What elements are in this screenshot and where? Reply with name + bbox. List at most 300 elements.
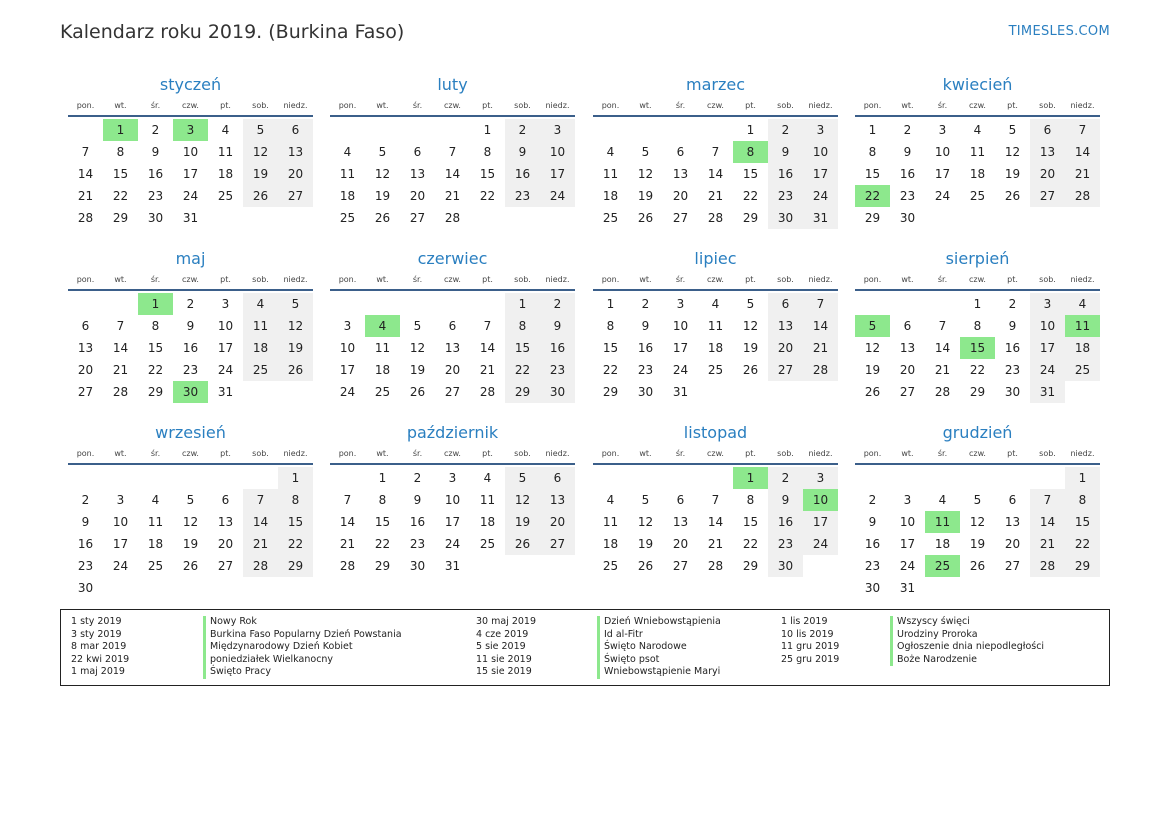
day-cell[interactable]: 30 bbox=[637, 385, 654, 399]
day-cell[interactable]: 9 bbox=[151, 145, 160, 159]
day-cell[interactable]: 22 bbox=[742, 537, 759, 551]
day-cell[interactable]: 13 bbox=[77, 341, 94, 355]
day-cell[interactable]: 5 bbox=[746, 297, 755, 311]
day-cell[interactable]: 9 bbox=[1008, 319, 1017, 333]
holiday-day-cell[interactable]: 5 bbox=[855, 315, 890, 337]
day-cell[interactable]: 12 bbox=[278, 315, 313, 337]
day-cell[interactable]: 26 bbox=[374, 211, 391, 225]
day-cell[interactable]: 30 bbox=[147, 211, 164, 225]
day-cell[interactable]: 29 bbox=[1065, 555, 1100, 577]
day-cell[interactable]: 31 bbox=[899, 581, 916, 595]
day-cell[interactable]: 16 bbox=[505, 163, 540, 185]
day-cell[interactable]: 6 bbox=[903, 319, 912, 333]
day-cell[interactable]: 21 bbox=[1030, 533, 1065, 555]
day-cell[interactable]: 23 bbox=[505, 185, 540, 207]
day-cell[interactable]: 14 bbox=[1030, 511, 1065, 533]
day-cell[interactable]: 27 bbox=[1004, 559, 1021, 573]
day-cell[interactable]: 25 bbox=[243, 359, 278, 381]
day-cell[interactable]: 20 bbox=[217, 537, 234, 551]
day-cell[interactable]: 1 bbox=[505, 293, 540, 315]
day-cell[interactable]: 13 bbox=[217, 515, 234, 529]
day-cell[interactable]: 28 bbox=[339, 559, 356, 573]
day-cell[interactable]: 14 bbox=[803, 315, 838, 337]
day-cell[interactable]: 24 bbox=[899, 559, 916, 573]
day-cell[interactable]: 4 bbox=[243, 293, 278, 315]
day-cell[interactable]: 11 bbox=[707, 319, 724, 333]
day-cell[interactable]: 18 bbox=[147, 537, 164, 551]
day-cell[interactable]: 14 bbox=[444, 167, 461, 181]
day-cell[interactable]: 8 bbox=[483, 145, 492, 159]
day-cell[interactable]: 25 bbox=[217, 189, 234, 203]
day-cell[interactable]: 12 bbox=[637, 167, 654, 181]
day-cell[interactable]: 26 bbox=[278, 359, 313, 381]
day-cell[interactable]: 4 bbox=[606, 145, 615, 159]
day-cell[interactable]: 6 bbox=[221, 493, 230, 507]
day-cell[interactable]: 5 bbox=[505, 467, 540, 489]
day-cell[interactable]: 3 bbox=[343, 319, 352, 333]
day-cell[interactable]: 28 bbox=[934, 385, 951, 399]
day-cell[interactable]: 15 bbox=[374, 515, 391, 529]
day-cell[interactable]: 10 bbox=[112, 515, 129, 529]
day-cell[interactable]: 19 bbox=[505, 511, 540, 533]
day-cell[interactable]: 12 bbox=[505, 489, 540, 511]
day-cell[interactable]: 24 bbox=[182, 189, 199, 203]
day-cell[interactable]: 25 bbox=[339, 211, 356, 225]
day-cell[interactable]: 12 bbox=[409, 341, 426, 355]
day-cell[interactable]: 7 bbox=[803, 293, 838, 315]
day-cell[interactable]: 26 bbox=[409, 385, 426, 399]
day-cell[interactable]: 28 bbox=[1030, 555, 1065, 577]
day-cell[interactable]: 28 bbox=[243, 555, 278, 577]
day-cell[interactable]: 3 bbox=[540, 119, 575, 141]
holiday-day-cell[interactable]: 1 bbox=[138, 293, 173, 315]
day-cell[interactable]: 1 bbox=[483, 123, 492, 137]
day-cell[interactable]: 9 bbox=[903, 145, 912, 159]
day-cell[interactable]: 10 bbox=[899, 515, 916, 529]
day-cell[interactable]: 26 bbox=[1004, 189, 1021, 203]
site-link[interactable]: TIMESLES.COM bbox=[1008, 24, 1110, 39]
day-cell[interactable]: 5 bbox=[378, 145, 387, 159]
day-cell[interactable]: 18 bbox=[969, 167, 986, 181]
day-cell[interactable]: 8 bbox=[151, 319, 160, 333]
day-cell[interactable]: 26 bbox=[243, 185, 278, 207]
day-cell[interactable]: 14 bbox=[1065, 141, 1100, 163]
day-cell[interactable]: 20 bbox=[278, 163, 313, 185]
day-cell[interactable]: 30 bbox=[409, 559, 426, 573]
day-cell[interactable]: 2 bbox=[903, 123, 912, 137]
day-cell[interactable]: 10 bbox=[339, 341, 356, 355]
day-cell[interactable]: 3 bbox=[903, 493, 912, 507]
day-cell[interactable]: 4 bbox=[606, 493, 615, 507]
day-cell[interactable]: 27 bbox=[77, 385, 94, 399]
day-cell[interactable]: 17 bbox=[803, 163, 838, 185]
day-cell[interactable]: 20 bbox=[1030, 163, 1065, 185]
day-cell[interactable]: 25 bbox=[479, 537, 496, 551]
day-cell[interactable]: 17 bbox=[1030, 337, 1065, 359]
day-cell[interactable]: 24 bbox=[1030, 359, 1065, 381]
day-cell[interactable]: 22 bbox=[505, 359, 540, 381]
day-cell[interactable]: 3 bbox=[1030, 293, 1065, 315]
day-cell[interactable]: 4 bbox=[483, 471, 492, 485]
day-cell[interactable]: 16 bbox=[540, 337, 575, 359]
day-cell[interactable]: 26 bbox=[505, 533, 540, 555]
day-cell[interactable]: 17 bbox=[540, 163, 575, 185]
day-cell[interactable]: 12 bbox=[374, 167, 391, 181]
day-cell[interactable]: 14 bbox=[77, 167, 94, 181]
day-cell[interactable]: 7 bbox=[448, 145, 457, 159]
day-cell[interactable]: 31 bbox=[444, 559, 461, 573]
day-cell[interactable]: 14 bbox=[934, 341, 951, 355]
day-cell[interactable]: 9 bbox=[505, 141, 540, 163]
day-cell[interactable]: 2 bbox=[768, 467, 803, 489]
holiday-day-cell[interactable]: 4 bbox=[365, 315, 400, 337]
day-cell[interactable]: 23 bbox=[77, 559, 94, 573]
day-cell[interactable]: 15 bbox=[864, 167, 881, 181]
day-cell[interactable]: 22 bbox=[602, 363, 619, 377]
day-cell[interactable]: 9 bbox=[868, 515, 877, 529]
day-cell[interactable]: 22 bbox=[278, 533, 313, 555]
day-cell[interactable]: 7 bbox=[243, 489, 278, 511]
day-cell[interactable]: 20 bbox=[672, 537, 689, 551]
day-cell[interactable]: 12 bbox=[1004, 145, 1021, 159]
day-cell[interactable]: 21 bbox=[934, 363, 951, 377]
day-cell[interactable]: 27 bbox=[278, 185, 313, 207]
day-cell[interactable]: 27 bbox=[899, 385, 916, 399]
day-cell[interactable]: 5 bbox=[973, 493, 982, 507]
day-cell[interactable]: 7 bbox=[711, 493, 720, 507]
day-cell[interactable]: 5 bbox=[186, 493, 195, 507]
day-cell[interactable]: 8 bbox=[746, 493, 755, 507]
day-cell[interactable]: 24 bbox=[540, 185, 575, 207]
day-cell[interactable]: 6 bbox=[676, 145, 685, 159]
day-cell[interactable]: 20 bbox=[77, 363, 94, 377]
day-cell[interactable]: 10 bbox=[934, 145, 951, 159]
day-cell[interactable]: 20 bbox=[540, 511, 575, 533]
day-cell[interactable]: 21 bbox=[479, 363, 496, 377]
day-cell[interactable]: 7 bbox=[1065, 119, 1100, 141]
day-cell[interactable]: 22 bbox=[969, 363, 986, 377]
day-cell[interactable]: 24 bbox=[803, 185, 838, 207]
day-cell[interactable]: 9 bbox=[768, 141, 803, 163]
day-cell[interactable]: 15 bbox=[602, 341, 619, 355]
day-cell[interactable]: 16 bbox=[147, 167, 164, 181]
day-cell[interactable]: 22 bbox=[147, 363, 164, 377]
day-cell[interactable]: 16 bbox=[182, 341, 199, 355]
day-cell[interactable]: 18 bbox=[479, 515, 496, 529]
day-cell[interactable]: 8 bbox=[116, 145, 125, 159]
day-cell[interactable]: 28 bbox=[112, 385, 129, 399]
day-cell[interactable]: 23 bbox=[409, 537, 426, 551]
day-cell[interactable]: 7 bbox=[116, 319, 125, 333]
day-cell[interactable]: 13 bbox=[899, 341, 916, 355]
day-cell[interactable]: 5 bbox=[413, 319, 422, 333]
day-cell[interactable]: 26 bbox=[182, 559, 199, 573]
day-cell[interactable]: 24 bbox=[444, 537, 461, 551]
day-cell[interactable]: 20 bbox=[1004, 537, 1021, 551]
day-cell[interactable]: 14 bbox=[339, 515, 356, 529]
day-cell[interactable]: 28 bbox=[444, 211, 461, 225]
day-cell[interactable]: 18 bbox=[602, 189, 619, 203]
day-cell[interactable]: 3 bbox=[221, 297, 230, 311]
day-cell[interactable]: 15 bbox=[479, 167, 496, 181]
day-cell[interactable]: 21 bbox=[707, 189, 724, 203]
day-cell[interactable]: 16 bbox=[637, 341, 654, 355]
day-cell[interactable]: 26 bbox=[742, 363, 759, 377]
day-cell[interactable]: 13 bbox=[409, 167, 426, 181]
day-cell[interactable]: 17 bbox=[803, 511, 838, 533]
day-cell[interactable]: 27 bbox=[409, 211, 426, 225]
day-cell[interactable]: 17 bbox=[339, 363, 356, 377]
day-cell[interactable]: 26 bbox=[637, 559, 654, 573]
day-cell[interactable]: 19 bbox=[742, 341, 759, 355]
day-cell[interactable]: 30 bbox=[864, 581, 881, 595]
day-cell[interactable]: 11 bbox=[217, 145, 234, 159]
day-cell[interactable]: 9 bbox=[540, 315, 575, 337]
holiday-day-cell[interactable]: 11 bbox=[925, 511, 960, 533]
day-cell[interactable]: 5 bbox=[641, 145, 650, 159]
day-cell[interactable]: 6 bbox=[676, 493, 685, 507]
day-cell[interactable]: 19 bbox=[409, 363, 426, 377]
holiday-day-cell[interactable]: 11 bbox=[1065, 315, 1100, 337]
day-cell[interactable]: 17 bbox=[672, 341, 689, 355]
day-cell[interactable]: 22 bbox=[1065, 533, 1100, 555]
day-cell[interactable]: 19 bbox=[243, 163, 278, 185]
day-cell[interactable]: 15 bbox=[112, 167, 129, 181]
holiday-day-cell[interactable]: 25 bbox=[925, 555, 960, 577]
day-cell[interactable]: 30 bbox=[77, 581, 94, 595]
holiday-day-cell[interactable]: 8 bbox=[733, 141, 768, 163]
day-cell[interactable]: 16 bbox=[1004, 341, 1021, 355]
day-cell[interactable]: 17 bbox=[934, 167, 951, 181]
day-cell[interactable]: 27 bbox=[217, 559, 234, 573]
day-cell[interactable]: 31 bbox=[1030, 381, 1065, 403]
day-cell[interactable]: 23 bbox=[768, 185, 803, 207]
day-cell[interactable]: 2 bbox=[505, 119, 540, 141]
holiday-day-cell[interactable]: 3 bbox=[173, 119, 208, 141]
day-cell[interactable]: 13 bbox=[768, 315, 803, 337]
day-cell[interactable]: 31 bbox=[803, 207, 838, 229]
day-cell[interactable]: 28 bbox=[77, 211, 94, 225]
day-cell[interactable]: 9 bbox=[768, 489, 803, 511]
day-cell[interactable]: 11 bbox=[374, 341, 391, 355]
day-cell[interactable]: 9 bbox=[81, 515, 90, 529]
day-cell[interactable]: 8 bbox=[868, 145, 877, 159]
day-cell[interactable]: 22 bbox=[112, 189, 129, 203]
day-cell[interactable]: 11 bbox=[243, 315, 278, 337]
day-cell[interactable]: 28 bbox=[479, 385, 496, 399]
day-cell[interactable]: 2 bbox=[641, 297, 650, 311]
day-cell[interactable]: 28 bbox=[803, 359, 838, 381]
day-cell[interactable]: 26 bbox=[969, 559, 986, 573]
day-cell[interactable]: 10 bbox=[672, 319, 689, 333]
day-cell[interactable]: 6 bbox=[81, 319, 90, 333]
day-cell[interactable]: 11 bbox=[602, 515, 619, 529]
day-cell[interactable]: 22 bbox=[742, 189, 759, 203]
day-cell[interactable]: 22 bbox=[374, 537, 391, 551]
day-cell[interactable]: 29 bbox=[374, 559, 391, 573]
day-cell[interactable]: 13 bbox=[278, 141, 313, 163]
day-cell[interactable]: 27 bbox=[672, 559, 689, 573]
day-cell[interactable]: 20 bbox=[409, 189, 426, 203]
day-cell[interactable]: 2 bbox=[768, 119, 803, 141]
day-cell[interactable]: 18 bbox=[374, 363, 391, 377]
day-cell[interactable]: 20 bbox=[444, 363, 461, 377]
holiday-day-cell[interactable]: 15 bbox=[960, 337, 995, 359]
day-cell[interactable]: 4 bbox=[938, 493, 947, 507]
day-cell[interactable]: 31 bbox=[217, 385, 234, 399]
day-cell[interactable]: 3 bbox=[938, 123, 947, 137]
day-cell[interactable]: 1 bbox=[973, 297, 982, 311]
day-cell[interactable]: 21 bbox=[707, 537, 724, 551]
day-cell[interactable]: 6 bbox=[448, 319, 457, 333]
day-cell[interactable]: 2 bbox=[151, 123, 160, 137]
day-cell[interactable]: 12 bbox=[969, 515, 986, 529]
day-cell[interactable]: 1 bbox=[1065, 467, 1100, 489]
day-cell[interactable]: 13 bbox=[1030, 141, 1065, 163]
day-cell[interactable]: 20 bbox=[768, 337, 803, 359]
day-cell[interactable]: 25 bbox=[1065, 359, 1100, 381]
day-cell[interactable]: 7 bbox=[81, 145, 90, 159]
day-cell[interactable]: 10 bbox=[182, 145, 199, 159]
day-cell[interactable]: 4 bbox=[711, 297, 720, 311]
day-cell[interactable]: 10 bbox=[540, 141, 575, 163]
day-cell[interactable]: 11 bbox=[602, 167, 619, 181]
day-cell[interactable]: 3 bbox=[803, 467, 838, 489]
day-cell[interactable]: 29 bbox=[864, 211, 881, 225]
day-cell[interactable]: 5 bbox=[243, 119, 278, 141]
holiday-day-cell[interactable]: 1 bbox=[733, 467, 768, 489]
day-cell[interactable]: 15 bbox=[1065, 511, 1100, 533]
day-cell[interactable]: 2 bbox=[540, 293, 575, 315]
day-cell[interactable]: 9 bbox=[186, 319, 195, 333]
day-cell[interactable]: 25 bbox=[147, 559, 164, 573]
day-cell[interactable]: 8 bbox=[378, 493, 387, 507]
day-cell[interactable]: 5 bbox=[278, 293, 313, 315]
day-cell[interactable]: 15 bbox=[278, 511, 313, 533]
day-cell[interactable]: 13 bbox=[1004, 515, 1021, 529]
day-cell[interactable]: 15 bbox=[505, 337, 540, 359]
day-cell[interactable]: 30 bbox=[768, 555, 803, 577]
day-cell[interactable]: 15 bbox=[147, 341, 164, 355]
day-cell[interactable]: 2 bbox=[81, 493, 90, 507]
day-cell[interactable]: 11 bbox=[479, 493, 496, 507]
day-cell[interactable]: 19 bbox=[637, 189, 654, 203]
holiday-day-cell[interactable]: 22 bbox=[855, 185, 890, 207]
day-cell[interactable]: 7 bbox=[711, 145, 720, 159]
day-cell[interactable]: 10 bbox=[803, 141, 838, 163]
day-cell[interactable]: 6 bbox=[540, 467, 575, 489]
day-cell[interactable]: 19 bbox=[374, 189, 391, 203]
day-cell[interactable]: 12 bbox=[243, 141, 278, 163]
day-cell[interactable]: 24 bbox=[672, 363, 689, 377]
day-cell[interactable]: 17 bbox=[444, 515, 461, 529]
day-cell[interactable]: 3 bbox=[676, 297, 685, 311]
day-cell[interactable]: 30 bbox=[1004, 385, 1021, 399]
day-cell[interactable]: 8 bbox=[973, 319, 982, 333]
day-cell[interactable]: 6 bbox=[1030, 119, 1065, 141]
day-cell[interactable]: 7 bbox=[1030, 489, 1065, 511]
day-cell[interactable]: 14 bbox=[112, 341, 129, 355]
day-cell[interactable]: 30 bbox=[768, 207, 803, 229]
day-cell[interactable]: 19 bbox=[864, 363, 881, 377]
day-cell[interactable]: 18 bbox=[243, 337, 278, 359]
day-cell[interactable]: 18 bbox=[339, 189, 356, 203]
day-cell[interactable]: 12 bbox=[637, 515, 654, 529]
day-cell[interactable]: 9 bbox=[641, 319, 650, 333]
day-cell[interactable]: 3 bbox=[803, 119, 838, 141]
day-cell[interactable]: 21 bbox=[803, 337, 838, 359]
holiday-day-cell[interactable]: 30 bbox=[173, 381, 208, 403]
day-cell[interactable]: 21 bbox=[243, 533, 278, 555]
day-cell[interactable]: 21 bbox=[112, 363, 129, 377]
day-cell[interactable]: 11 bbox=[147, 515, 164, 529]
day-cell[interactable]: 25 bbox=[602, 559, 619, 573]
day-cell[interactable]: 17 bbox=[899, 537, 916, 551]
holiday-day-cell[interactable]: 10 bbox=[803, 489, 838, 511]
day-cell[interactable]: 21 bbox=[1065, 163, 1100, 185]
day-cell[interactable]: 19 bbox=[637, 537, 654, 551]
day-cell[interactable]: 26 bbox=[637, 211, 654, 225]
day-cell[interactable]: 6 bbox=[1008, 493, 1017, 507]
day-cell[interactable]: 21 bbox=[339, 537, 356, 551]
day-cell[interactable]: 19 bbox=[969, 537, 986, 551]
day-cell[interactable]: 2 bbox=[1008, 297, 1017, 311]
day-cell[interactable]: 5 bbox=[1008, 123, 1017, 137]
day-cell[interactable]: 15 bbox=[742, 515, 759, 529]
day-cell[interactable]: 4 bbox=[1065, 293, 1100, 315]
day-cell[interactable]: 16 bbox=[768, 511, 803, 533]
day-cell[interactable]: 24 bbox=[217, 363, 234, 377]
day-cell[interactable]: 28 bbox=[1065, 185, 1100, 207]
day-cell[interactable]: 25 bbox=[707, 363, 724, 377]
day-cell[interactable]: 13 bbox=[672, 515, 689, 529]
day-cell[interactable]: 15 bbox=[742, 167, 759, 181]
day-cell[interactable]: 31 bbox=[182, 211, 199, 225]
day-cell[interactable]: 23 bbox=[1004, 363, 1021, 377]
day-cell[interactable]: 29 bbox=[742, 559, 759, 573]
day-cell[interactable]: 19 bbox=[1004, 167, 1021, 181]
day-cell[interactable]: 24 bbox=[803, 533, 838, 555]
day-cell[interactable]: 24 bbox=[112, 559, 129, 573]
day-cell[interactable]: 3 bbox=[116, 493, 125, 507]
day-cell[interactable]: 5 bbox=[641, 493, 650, 507]
day-cell[interactable]: 29 bbox=[278, 555, 313, 577]
day-cell[interactable]: 13 bbox=[672, 167, 689, 181]
day-cell[interactable]: 12 bbox=[864, 341, 881, 355]
day-cell[interactable]: 29 bbox=[112, 211, 129, 225]
day-cell[interactable]: 6 bbox=[768, 293, 803, 315]
day-cell[interactable]: 14 bbox=[479, 341, 496, 355]
day-cell[interactable]: 18 bbox=[217, 167, 234, 181]
day-cell[interactable]: 13 bbox=[444, 341, 461, 355]
day-cell[interactable]: 24 bbox=[339, 385, 356, 399]
day-cell[interactable]: 27 bbox=[768, 359, 803, 381]
day-cell[interactable]: 1 bbox=[378, 471, 387, 485]
day-cell[interactable]: 30 bbox=[899, 211, 916, 225]
day-cell[interactable]: 27 bbox=[540, 533, 575, 555]
day-cell[interactable]: 27 bbox=[444, 385, 461, 399]
day-cell[interactable]: 29 bbox=[147, 385, 164, 399]
day-cell[interactable]: 7 bbox=[483, 319, 492, 333]
day-cell[interactable]: 29 bbox=[969, 385, 986, 399]
day-cell[interactable]: 8 bbox=[505, 315, 540, 337]
day-cell[interactable]: 23 bbox=[182, 363, 199, 377]
day-cell[interactable]: 4 bbox=[343, 145, 352, 159]
day-cell[interactable]: 18 bbox=[707, 341, 724, 355]
day-cell[interactable]: 10 bbox=[1030, 315, 1065, 337]
day-cell[interactable]: 16 bbox=[899, 167, 916, 181]
day-cell[interactable]: 19 bbox=[278, 337, 313, 359]
